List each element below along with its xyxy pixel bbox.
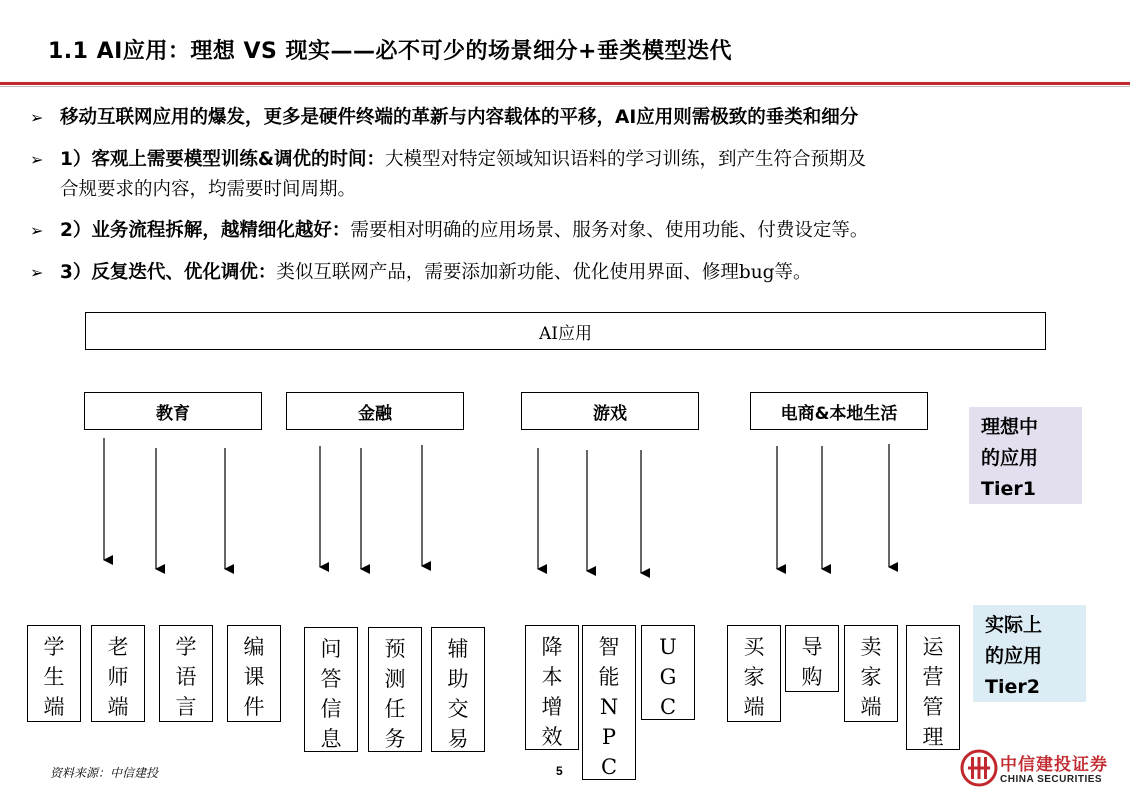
leaf-char: 降 [541,635,563,659]
tier1-label [969,407,1082,504]
leaf-char: 营 [922,665,944,689]
bullet-arrow-icon: ➢ [30,150,44,169]
bullet-2-text: 大模型对特定领域知识语料的学习训练，到产生符合预期及 [385,149,867,170]
leaf-ugc [641,625,695,720]
bullet-1-text: 移动互联网应用的爆发，更多是硬件终端的革新与内容载体的平移，AI应用则需极致的垂类和细分 [60,107,859,128]
leaf-char: 家 [743,665,765,689]
leaf-char: 本 [541,665,563,689]
leaf-char: 运 [922,635,944,659]
leaf-teacher-side [91,625,145,722]
bullet-3-bold: 2）业务流程拆解，越精细化越好： [60,220,351,241]
bullet-4-bold: 3）反复迭代、优化调优： [60,262,277,283]
tier1-line: 的应用 [981,447,1039,469]
category-ecommerce: 电商&本地生活 [750,392,928,430]
leaf-char: 购 [801,665,823,689]
bullet-arrow-icon: ➢ [30,221,44,240]
leaf-char: 易 [447,727,469,751]
leaf-char: 卖 [860,635,882,659]
leaf-char: G [659,665,677,689]
tier2-line: Tier2 [985,676,1040,698]
leaf-char: 信 [320,697,342,721]
bullet-2-bold: 1）客观上需要模型训练&调优的时间： [60,149,386,170]
leaf-smart-npc [582,625,636,780]
leaf-char: 买 [743,635,765,659]
tier2-line: 实际上 [985,614,1043,636]
bullet-arrow-icon: ➢ [30,263,44,282]
page-title: 1.1 AI应用：理想 VS 现实——必不可少的场景细分+垂类模型迭代 [48,39,732,64]
leaf-qa-info [304,627,358,752]
tier1-line: Tier1 [981,478,1036,500]
ai-application-box: AI应用 [85,312,1046,350]
leaf-char: P [601,725,617,749]
category-education: 教育 [84,392,262,430]
leaf-char: C [600,755,618,779]
leaf-operations [906,625,960,750]
leaf-char: 智 [598,635,620,659]
bullet-2-continuation: 合规要求的内容，均需要时间周期。 [60,179,357,200]
leaf-char: 导 [801,635,823,659]
leaf-char: 语 [175,665,197,689]
leaf-char: U [659,635,677,659]
leaf-learn-language [159,625,213,722]
leaf-char: 端 [107,695,129,719]
leaf-char: 学 [175,635,197,659]
leaf-char: 助 [447,667,469,691]
leaf-char: 师 [107,665,129,689]
leaf-char: 增 [541,695,563,719]
bullet-3-text: 需要相对明确的应用场景、服务对象、使用功能、付费设定等。 [350,220,869,241]
leaf-char: 件 [243,695,265,719]
leaf-char: 问 [320,637,342,661]
logo-english-name: CHINA SECURITIES [1000,774,1103,785]
leaf-forecast-task [368,627,422,752]
leaf-shopping-guide [785,625,839,692]
leaf-char: 编 [243,635,265,659]
leaf-char: 课 [243,665,265,689]
leaf-char: 老 [107,635,129,659]
leaf-char: 管 [922,695,944,719]
leaf-char: C [659,695,677,719]
leaf-char: 端 [43,695,65,719]
leaf-char: 能 [598,665,620,689]
tier2-line: 的应用 [985,645,1043,667]
leaf-char: 务 [384,727,406,751]
leaf-assist-trading [431,627,485,752]
leaf-char: 学 [43,635,65,659]
logo-chinese-name: 中信建投证券 [1000,755,1108,775]
leaf-char: 辅 [447,637,469,661]
leaf-buyer-side [727,625,781,722]
source-note: 资料来源：中信建投 [50,766,159,780]
leaf-char: 端 [743,695,765,719]
company-logo [960,748,1120,792]
leaf-char: 端 [860,695,882,719]
leaf-courseware [227,625,281,722]
logo-emblem-icon [960,748,998,788]
leaf-seller-side [844,625,898,722]
leaf-char: 言 [175,695,197,719]
leaf-char: 理 [922,725,944,749]
tier2-label [973,605,1086,702]
leaf-char: 生 [43,665,65,689]
category-finance: 金融 [286,392,464,430]
leaf-char: 任 [384,697,406,721]
leaf-char: 答 [320,667,342,691]
leaf-char: N [599,695,619,719]
bullet-arrow-icon: ➢ [30,108,44,127]
tier1-line: 理想中 [981,416,1039,438]
leaf-char: 测 [384,667,406,691]
leaf-cost-efficiency [525,625,579,750]
bullet-4-text: 类似互联网产品，需要添加新功能、优化使用界面、修理bug等。 [276,262,812,283]
category-game: 游戏 [521,392,699,430]
leaf-student-side [27,625,81,722]
leaf-char: 息 [320,727,342,751]
leaf-char: 预 [384,637,406,661]
leaf-char: 效 [541,725,563,749]
leaf-char: 交 [447,697,469,721]
leaf-char: 家 [860,665,882,689]
page-number: 5 [556,764,563,778]
